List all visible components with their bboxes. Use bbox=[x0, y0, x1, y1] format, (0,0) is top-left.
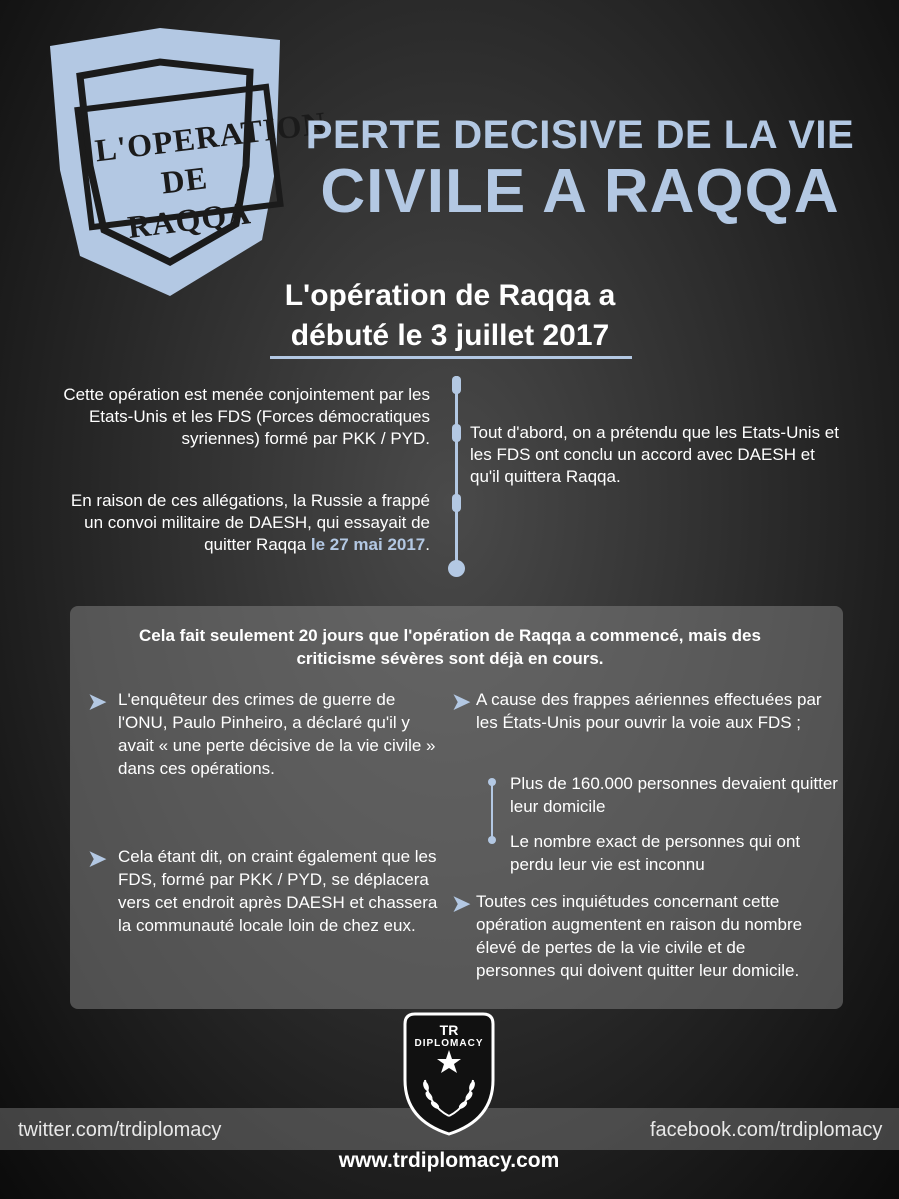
timeline-text-left-1: Cette opération est menée conjointement par les Etats-Unis et les FDS (Forces démocratiques syriennes) formé par PKK / PYD. bbox=[63, 385, 430, 448]
panel-heading: Cela fait seulement 20 jours que l'opération de Raqqa a commencé, mais des criticisme sévères sont déjà en cours. bbox=[139, 626, 761, 668]
subtitle-line-2: débuté le 3 juillet 2017 bbox=[290, 319, 610, 352]
arrow-bullet-icon: ➤ bbox=[88, 689, 107, 714]
sub-bullet-2: Le nombre exact de personnes qui ont perdu leur vie est inconnu bbox=[510, 832, 801, 874]
timeline-text-left-2 bbox=[60, 490, 430, 556]
title-line-2: CIVILE A RAQQA bbox=[320, 157, 840, 226]
stamp-line-1: L'OPERATION bbox=[93, 104, 329, 169]
page-title bbox=[300, 112, 860, 226]
facebook-link[interactable]: facebook.com/trdiplomacy bbox=[650, 1119, 883, 1141]
timeline-left-2-end: . bbox=[425, 535, 430, 554]
arrow-bullet-icon: ➤ bbox=[452, 891, 471, 916]
bullet-left-1: L'enquêteur des crimes de guerre de l'ONU, Paulo Pinheiro, a déclaré qu'il y avait « une perte décisive de la vie civile » dans ces opérations. bbox=[118, 690, 436, 778]
operation-stamp-logo bbox=[40, 18, 329, 303]
arrow-bullet-icon: ➤ bbox=[88, 846, 107, 871]
twitter-link[interactable]: twitter.com/trdiplomacy bbox=[18, 1119, 222, 1141]
stamp-line-2: DE RAQQA bbox=[125, 159, 254, 246]
sub-bullet-line bbox=[491, 780, 493, 840]
arrow-bullet-icon: ➤ bbox=[452, 689, 471, 714]
sub-bullet-dot-icon bbox=[488, 778, 496, 786]
timeline-date-highlight: le 27 mai 2017 bbox=[310, 535, 426, 554]
timeline-line bbox=[455, 376, 458, 562]
subtitle bbox=[150, 276, 750, 356]
timeline-node bbox=[452, 376, 461, 394]
timeline-left-2-body: En raison de ces allégations, la Russie a frappé un convoi militaire de DAESH, qui essayait de quitter Raqqa bbox=[70, 491, 430, 554]
website-link[interactable]: www.trdiplomacy.com bbox=[338, 1149, 560, 1172]
timeline-end-dot bbox=[448, 560, 465, 577]
subtitle-line-1: L'opération de Raqqa a bbox=[284, 279, 616, 312]
timeline-node bbox=[452, 494, 461, 512]
timeline-text-right-1: Tout d'abord, on a prétendu que les Etats-Unis et les FDS ont conclu un accord avec DAESH et qu'il quittera Raqqa. bbox=[470, 423, 839, 486]
bullet-right-1: A cause des frappes aériennes effectuées par les États-Unis pour ouvrir la voie aux FDS ; bbox=[476, 690, 822, 732]
timeline-node bbox=[452, 424, 461, 442]
bullet-right-2: Toutes ces inquiétudes concernant cette opération augmentent en raison du nombre élevé de pertes de la vie civile et de personnes qui doivent quitter leur domicile. bbox=[476, 892, 803, 980]
title-line-1: PERTE DECISIVE DE LA VIE bbox=[305, 113, 855, 157]
subtitle-underline bbox=[270, 356, 632, 359]
bullet-left-2: Cela étant dit, on craint également que les FDS, formé par PKK / PYD, se déplacera vers cet endroit après DAESH et chassera la communauté locale loin de chez eux. bbox=[118, 847, 438, 935]
sub-bullet-1: Plus de 160.000 personnes devaient quitter leur domicile bbox=[510, 774, 838, 816]
sub-bullet-dot-icon bbox=[488, 836, 496, 844]
logo-text-tr: TR bbox=[439, 1022, 459, 1038]
logo-text-diplomacy: DIPLOMACY bbox=[414, 1038, 484, 1049]
